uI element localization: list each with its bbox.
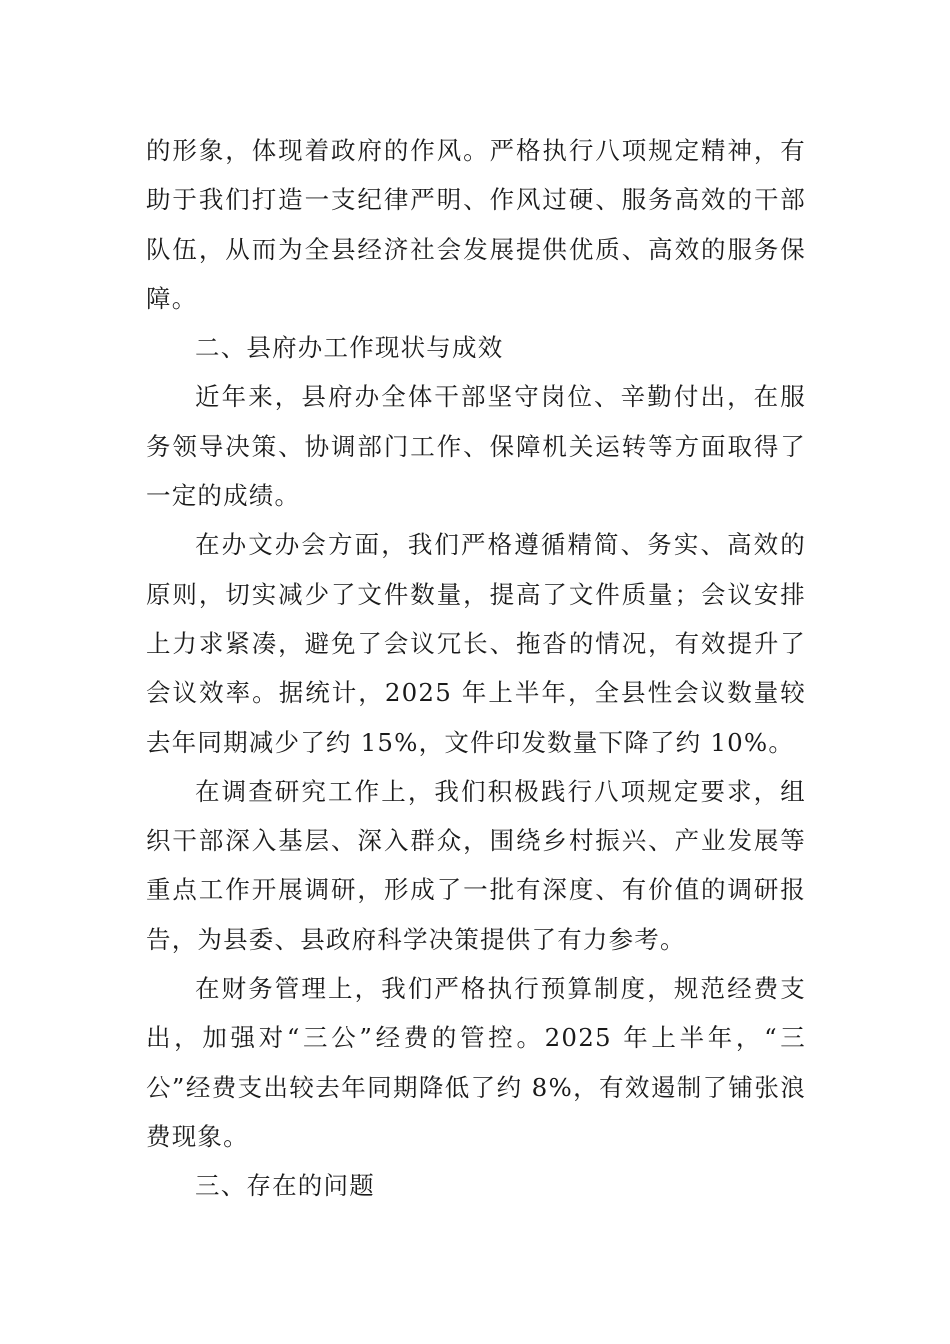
paragraph-continuation: 的形象，体现着政府的作风。严格执行八项规定精神，有助于我们打造一支纪律严明、作风过硬、服务高效的干部队伍，从而为全县经济社会发展提供优质、高效的服务保障。 xyxy=(146,136,806,313)
section-heading-2: 二、县府办工作现状与成效 xyxy=(195,333,504,363)
paragraph-research: 在调查研究工作上，我们积极践行八项规定要求，组织干部深入基层、深入群众，围绕乡村振兴、产业发展等重点工作开展调研，形成了一批有深度、有价值的调研报告，为县委、县政府科学决策提供了有力参考。 xyxy=(146,776,806,954)
paragraph-intro: 近年来，县府办全体干部坚守岗位、辛勤付出，在服务领导决策、协调部门工作、保障机关运转等方面取得了一定的成绩。 xyxy=(146,382,806,511)
paragraph-finance: 在财务管理上，我们严格执行预算制度，规范经费支出，加强对“三公”经费的管控。2025 年上半年，“三公”经费支出较去年同期降低了约 8%，有效遏制了铺张浪费现象。 xyxy=(146,974,806,1151)
document-body xyxy=(146,126,806,1211)
section-heading-3: 三、存在的问题 xyxy=(195,1171,375,1201)
paragraph-meetings-documents: 在办文办会方面，我们严格遵循精简、务实、高效的原则，切实减少了文件数量，提高了文件质量；会议安排上力求紧凑，避免了会议冗长、拖沓的情况，有效提升了会议效率。据统计，2025 年上半年，全县性会议数量较去年同期减少了约 15%，文件印发数量下降了约 10%。 xyxy=(146,530,806,757)
